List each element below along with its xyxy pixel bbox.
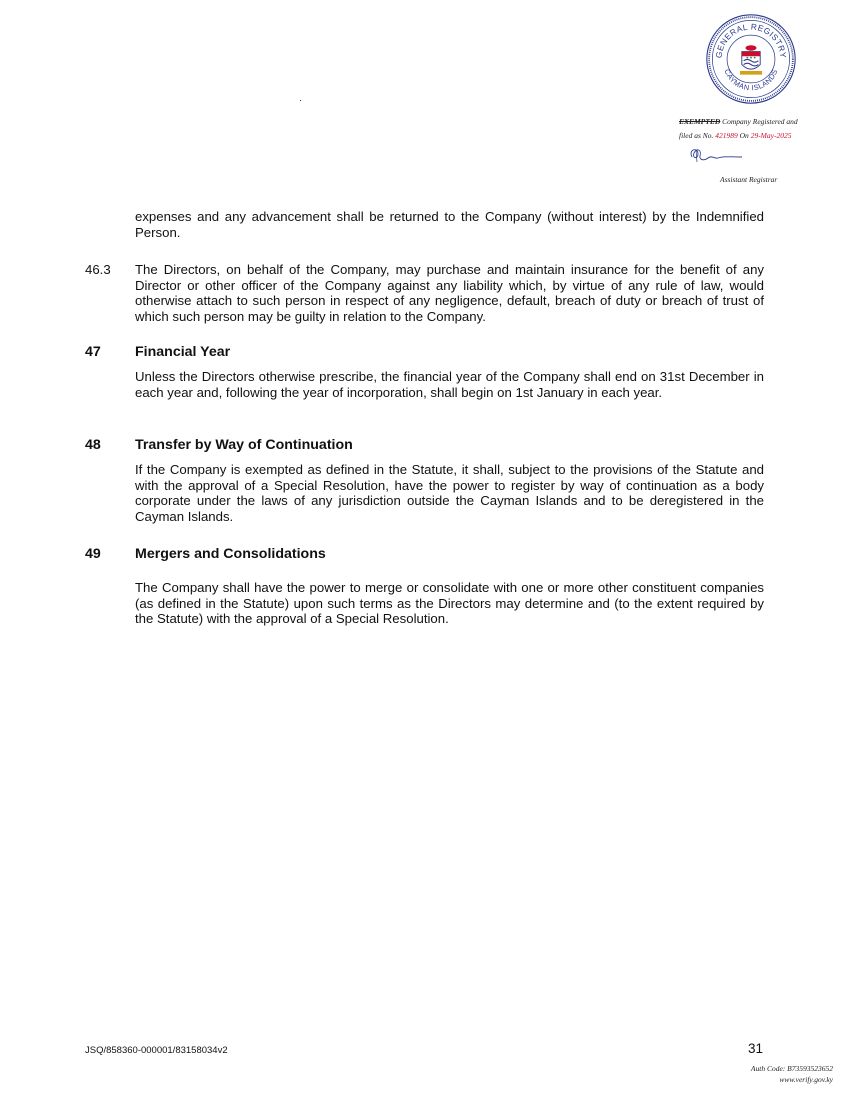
stamp-filed-prefix: filed as No. (679, 131, 714, 140)
section-48-text: If the Company is exempted as defined in the Statute, it shall, subject to the provisions of the Statute and with the approval of a Special Resolution, have the power to register by way of continuation as a body corporate under the laws of any jurisdiction outside the Cayman Islands and to be deregistered in the Cayman Islands. (135, 462, 764, 524)
stray-mark (300, 100, 301, 101)
clause-46-3-number: 46.3 (85, 262, 111, 277)
seal-bottom-text: CAYMAN ISLANDS (722, 67, 780, 93)
coat-of-arms-icon (740, 45, 762, 74)
section-47-title: Financial Year (135, 344, 231, 360)
stamp-filed-line (679, 131, 829, 140)
auth-code: Auth Code: B73593523652 (750, 1064, 833, 1073)
document-reference: JSQ/858360-000001/83158034v2 (85, 1045, 228, 1056)
section-47-number: 47 (85, 344, 101, 360)
registrar-signature (686, 145, 746, 165)
continuation-paragraph: expenses and any advancement shall be returned to the Company (without interest) by the Indemnified Person. (135, 209, 764, 240)
page-number: 31 (748, 1041, 764, 1056)
section-49-title: Mergers and Consolidations (135, 546, 326, 562)
section-49-number: 49 (85, 546, 101, 562)
general-registry-seal (705, 13, 797, 105)
section-48-title: Transfer by Way of Continuation (135, 437, 353, 453)
section-49-text: The Company shall have the power to merge or consolidate with one or more other constituent companies (as defined in the Statute) upon such terms as the Directors may determine and (to the extent required by the Statute) with the approval of a Special Resolution. (135, 580, 764, 627)
stamp-registrar-label: Assistant Registrar (720, 175, 778, 184)
clause-46-3-text: The Directors, on behalf of the Company, may purchase and maintain insurance for the benefit of any Director or other officer of the Company against any liability which, by virtue of any rule of law, would otherwise attach to such person in respect of any negligence, default, breach of duty or breach of trust of which such person may be guilty in relation to the Company. (135, 262, 764, 324)
verify-url: www.verify.gov.ky (779, 1075, 833, 1084)
seal-top-text: GENERAL REGISTRY (714, 22, 788, 59)
section-48-number: 48 (85, 437, 101, 453)
stamp-registered-line (679, 117, 829, 126)
stamp-on-word: On (739, 131, 749, 140)
stamp-status-word: EXEMPTED (679, 117, 721, 126)
stamp-registered-text: Company Registered and (722, 117, 798, 126)
section-47-text: Unless the Directors otherwise prescribe, the financial year of the Company shall end on 31st December in each year and, following the year of incorporation, shall begin on 1st January in each year. (135, 369, 764, 400)
stamp-date: 29-May-2025 (750, 131, 792, 140)
stamp-company-number: 421989 (715, 131, 738, 140)
